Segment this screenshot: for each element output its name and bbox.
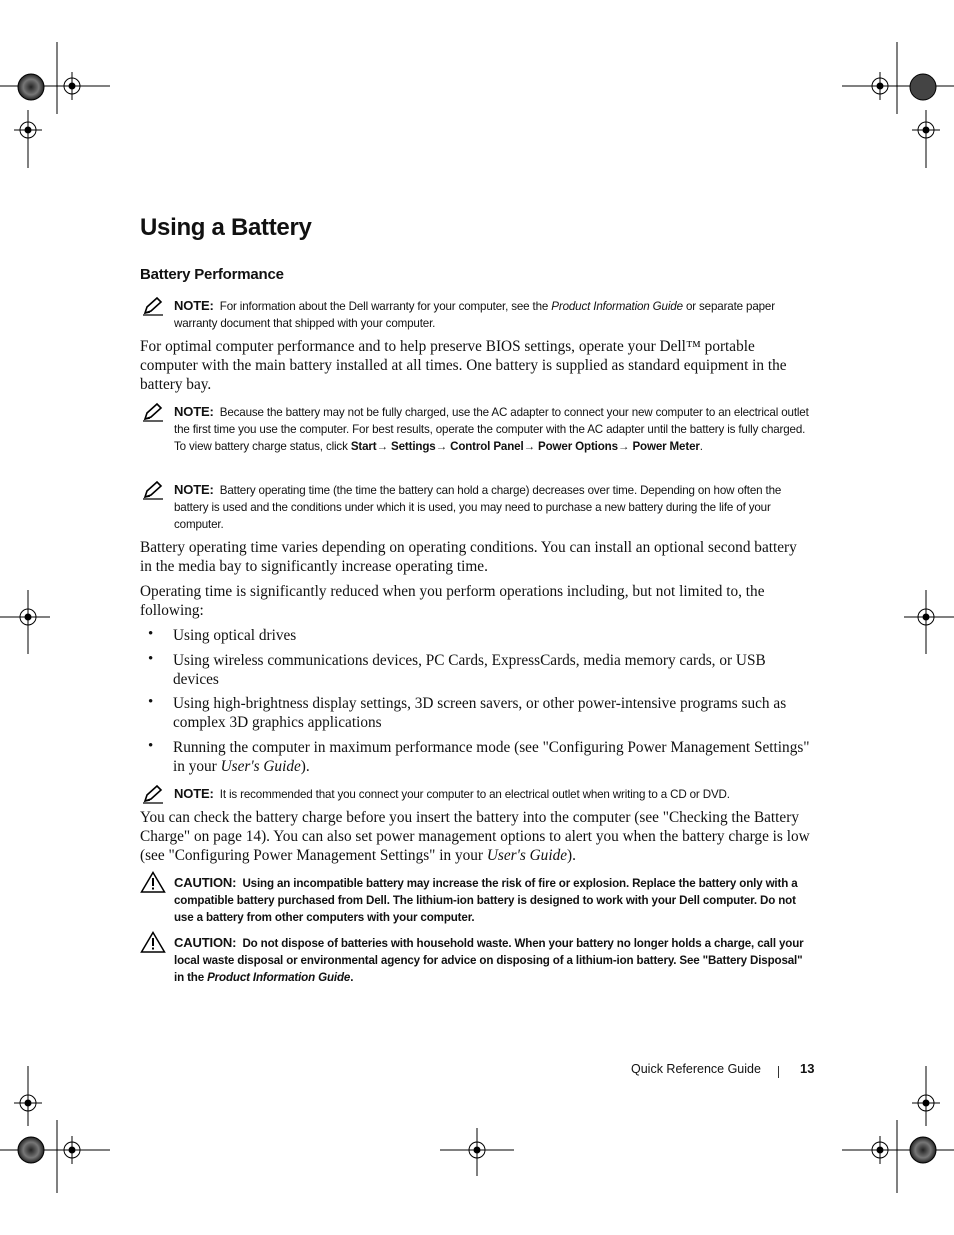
menu-path-power-meter: Power Meter	[632, 440, 700, 454]
note-label: NOTE:	[174, 786, 214, 801]
caution-incompatible-battery	[174, 874, 814, 927]
list-item: Using high-brightness display settings, 3D screen savers, or other power-intensive programs such as complex 3D graphics applications	[173, 695, 787, 731]
note-ac-adapter	[174, 403, 814, 456]
note-italic-title: Product Information Guide	[551, 300, 683, 313]
note-label: NOTE:	[174, 298, 214, 313]
note-pencil-icon	[142, 296, 164, 316]
page-title: Using a Battery	[140, 214, 312, 241]
caution-label: CAUTION:	[174, 875, 237, 890]
paragraph-text-end: ).	[567, 847, 576, 864]
note-pencil-icon	[142, 402, 164, 422]
note-pencil-icon	[142, 784, 164, 804]
arrow-icon: →	[376, 440, 388, 454]
note-text: Because the battery may not be fully charged, use the AC adapter to connect your new computer to an electrical outlet the first time you use the computer. For best results, operate the computer with the AC adapter until the battery is fully charged. To view battery charge status, click	[174, 406, 809, 454]
list-item-text-end: ).	[300, 758, 310, 775]
list-item-italic: User's Guide	[220, 758, 301, 775]
note-pencil-icon	[142, 480, 164, 500]
note-text-end: or separate paper warranty document that shipped with your computer.	[174, 300, 775, 331]
caution-italic-title: Product Information Guide	[207, 971, 351, 985]
note-text: For information about the Dell warranty for your computer, see the	[219, 300, 552, 313]
menu-path-power-options: Power Options	[538, 440, 618, 454]
paragraph-check-charge	[140, 808, 812, 865]
caution-label: CAUTION:	[174, 935, 237, 950]
arrow-icon: →	[523, 440, 535, 454]
paragraph-italic: User's Guide	[486, 847, 568, 864]
list-item: Using optical drives	[173, 627, 297, 644]
bullet-marker: •	[148, 651, 154, 667]
note-cd-dvd	[174, 785, 814, 803]
note-text: Battery operating time (the time the battery can hold a charge) decreases over time. Depending on how often the battery is used and the conditions under which it is used, you may need to purchase a new battery during the life of your computer.	[174, 484, 782, 532]
bullet-marker: •	[148, 738, 154, 754]
list-item	[173, 738, 813, 776]
caution-battery-disposal	[174, 934, 814, 987]
note-operating-time	[174, 481, 814, 534]
note-label: NOTE:	[174, 404, 214, 419]
note-text: It is recommended that you connect your computer to an electrical outlet when writing to a CD or DVD.	[219, 788, 730, 801]
bullet-marker: •	[148, 626, 154, 642]
note-warranty	[174, 297, 814, 332]
note-label: NOTE:	[174, 482, 214, 497]
punctuation: .	[699, 440, 703, 454]
menu-path-start: Start	[350, 440, 377, 454]
list-item: Using wireless communications devices, PC Cards, ExpressCards, media memory cards, or USB devices	[173, 652, 766, 688]
paragraph-reduced-time: Operating time is significantly reduced when you perform operations including, but not limited to, the following:	[140, 583, 765, 619]
caution-text: Do not dispose of batteries with household waste. When your battery no longer holds a charge, call your local waste disposal or environmental agency for advice on disposing of a lithium-ion battery. See "Battery Disposal" in the	[174, 937, 804, 985]
arrow-icon: →	[617, 440, 630, 454]
caution-triangle-icon	[140, 931, 166, 953]
arrow-icon: →	[435, 440, 448, 454]
section-heading: Battery Performance	[140, 266, 284, 283]
caution-text-end: .	[350, 971, 354, 985]
menu-path-settings: Settings	[391, 440, 436, 454]
page-number: 13	[800, 1061, 815, 1076]
paragraph-text: You can check the battery charge before you insert the battery into the computer (see "Checking the Battery Charge" on page 14). You can also set power management options to alert you when the battery charge is low (see "Configuring Power Management Settings" in your	[140, 809, 810, 864]
list-item-text: Running the computer in maximum performance mode (see "Configuring Power Management Settings" in your	[173, 739, 810, 775]
paragraph-operating-conditions: Battery operating time varies depending on operating conditions. You can install an optional second battery in the media bay to significantly increase operating time.	[140, 539, 797, 575]
footer-document-title: Quick Reference Guide	[631, 1062, 761, 1076]
bullet-marker: •	[148, 694, 154, 710]
caution-triangle-icon	[140, 871, 166, 893]
footer-separator	[778, 1066, 779, 1078]
menu-path-control-panel: Control Panel	[450, 440, 524, 454]
paragraph-optimal-performance: For optimal computer performance and to help preserve BIOS settings, operate your Dell™ portable computer with the main battery installed at all times. One battery is supplied as standard equipment in the battery bay.	[140, 338, 787, 393]
caution-text: Using an incompatible battery may increase the risk of fire or explosion. Replace the battery only with a compatible battery purchased from Dell. The lithium-ion battery is designed to work with your Dell computer. Do not use a battery from other computers with your computer.	[174, 877, 798, 925]
